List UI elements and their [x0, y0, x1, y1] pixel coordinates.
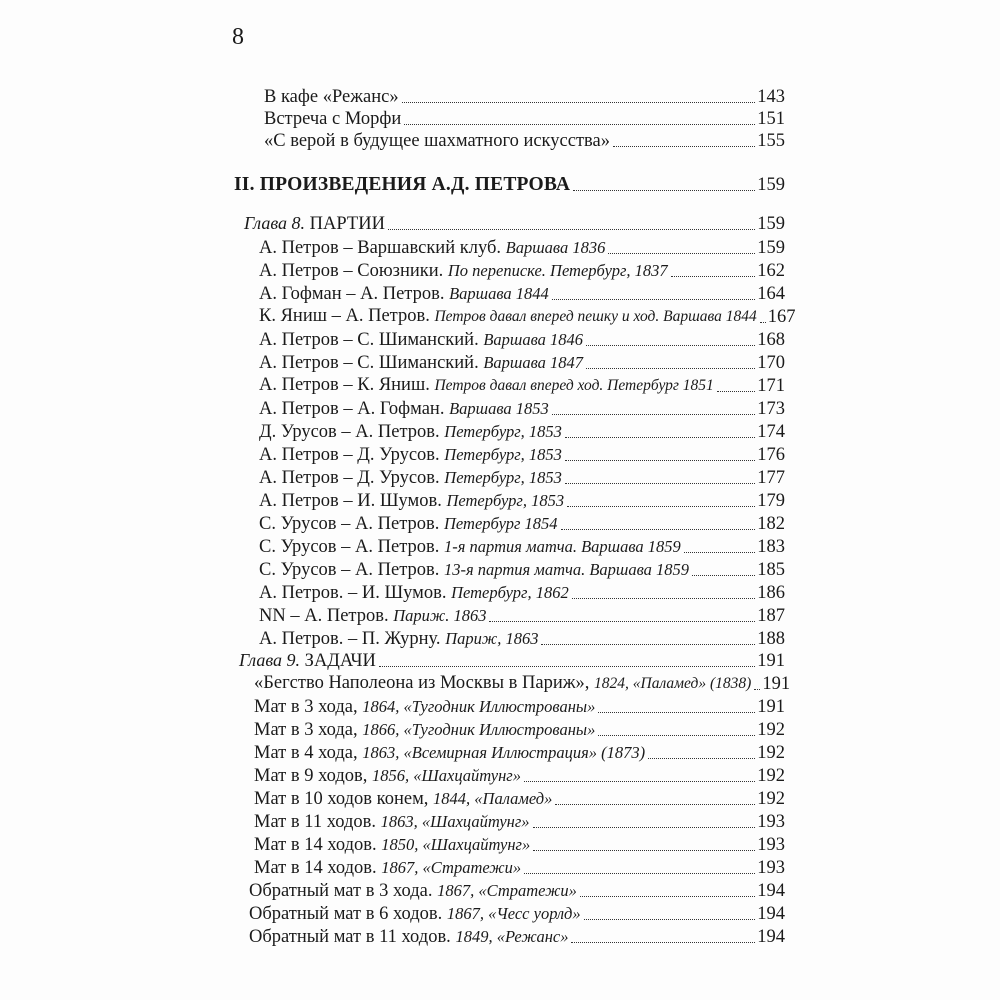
entry-title: А. Петров. – И. Шумов. Петербург, 1862	[259, 583, 569, 603]
entry-page: 191	[762, 674, 791, 694]
entry-title: А. Петров – Варшавский клуб. Варшава 1836	[259, 238, 606, 258]
toc-entry	[259, 465, 785, 489]
toc-entry	[259, 603, 785, 627]
dot-leader	[561, 529, 756, 530]
dot-leader	[388, 229, 755, 230]
entry-page: 192	[757, 789, 785, 809]
page-number: 8	[232, 24, 244, 50]
entry-title: II. ПРОИЗВЕДЕНИЯ А.Д. ПЕТРОВА	[234, 174, 571, 195]
toc-entry	[259, 235, 785, 259]
toc-entry	[249, 924, 785, 948]
entry-page: 167	[767, 307, 796, 327]
entry-title: А. Петров – С. Шиманский. Варшава 1847	[259, 353, 584, 373]
entry-title: Мат в 3 хода, 1864, «Тугодник Иллюстрованы»	[254, 697, 596, 717]
entry-page: 159	[757, 238, 785, 258]
toc-entry	[259, 557, 785, 581]
entry-title: А. Петров – Д. Урусов. Петербург, 1853	[259, 468, 562, 488]
entry-title: Мат в 3 хода, 1866, «Тугодник Иллюстрованы»	[254, 720, 596, 740]
entry-page: 186	[757, 583, 785, 603]
dot-leader	[402, 102, 756, 103]
dot-leader	[684, 552, 755, 553]
entry-title: А. Петров – К. Яниш. Петров давал вперед ход. Петербург 1851	[259, 375, 714, 395]
entry-page: 192	[757, 766, 785, 786]
dot-leader	[565, 437, 755, 438]
entry-title: А. Петров – Д. Урусов. Петербург, 1853	[259, 445, 562, 465]
toc-entry	[264, 84, 785, 108]
dot-leader	[580, 896, 755, 897]
entry-page: 194	[757, 904, 785, 924]
entry-page: 194	[757, 881, 785, 901]
toc-entry	[254, 832, 785, 856]
entry-title: Обратный мат в 11 ходов. 1849, «Режанс»	[249, 927, 569, 947]
toc-entry	[259, 304, 796, 328]
toc-entry	[264, 128, 785, 152]
dot-leader	[598, 712, 755, 713]
toc-chapter-heading	[239, 648, 785, 672]
entry-page: 187	[757, 606, 785, 626]
entry-title: Мат в 11 ходов. 1863, «Шахцайтунг»	[254, 812, 530, 832]
dot-leader	[608, 253, 755, 254]
toc-entry	[259, 419, 785, 443]
dot-leader	[584, 919, 756, 920]
toc-entry	[259, 534, 785, 558]
entry-title: А. Гофман – А. Петров. Варшава 1844	[259, 284, 549, 304]
toc-entry	[254, 671, 791, 695]
entry-page: 155	[757, 131, 785, 151]
dot-leader	[489, 621, 755, 622]
dot-leader	[524, 781, 755, 782]
dot-leader	[565, 483, 755, 484]
entry-title: А. Петров – И. Шумов. Петербург, 1853	[259, 491, 565, 511]
entry-page: 162	[757, 261, 785, 281]
toc-entry	[254, 763, 785, 787]
entry-page: 170	[757, 353, 785, 373]
entry-title: Мат в 10 ходов конем, 1844, «Паламед»	[254, 789, 553, 809]
entry-page: 143	[757, 87, 785, 107]
dot-leader	[541, 644, 755, 645]
entry-title: Глава 9. ЗАДАЧИ	[239, 650, 376, 671]
dot-leader	[586, 345, 755, 346]
entry-page: 177	[757, 468, 785, 488]
entry-title: А. Петров – А. Гофман. Варшава 1853	[259, 399, 549, 419]
toc-entry	[259, 350, 785, 374]
toc-entry	[259, 488, 785, 512]
entry-title: Встреча с Морфи	[264, 109, 402, 129]
dot-leader	[552, 414, 755, 415]
toc-entry	[259, 626, 785, 650]
toc-part-heading	[234, 172, 785, 196]
toc-entry	[249, 901, 785, 925]
dot-leader	[598, 735, 755, 736]
dot-leader	[613, 146, 755, 147]
toc-chapter-heading	[244, 211, 785, 235]
dot-leader	[586, 368, 755, 369]
entry-title: NN – А. Петров. Париж. 1863	[259, 606, 487, 626]
entry-title: С. Урусов – А. Петров. 13-я партия матча. Варшава 1859	[259, 560, 690, 580]
dot-leader	[533, 827, 756, 828]
entry-title: «Бегство Наполеона из Москвы в Париж», 1824, «Паламед» (1838)	[254, 673, 752, 693]
dot-leader	[572, 598, 756, 599]
entry-page: 168	[757, 330, 785, 350]
toc-entry	[249, 878, 785, 902]
entry-page: 182	[757, 514, 785, 534]
dot-leader	[671, 276, 756, 277]
toc-entry	[254, 694, 785, 718]
entry-page: 173	[757, 399, 785, 419]
dot-leader	[552, 299, 755, 300]
entry-page: 159	[757, 175, 785, 195]
entry-title: С. Урусов – А. Петров. 1-я партия матча. Варшава 1859	[259, 537, 681, 557]
toc-entry	[259, 580, 785, 604]
dot-leader	[760, 322, 766, 323]
dot-leader	[567, 506, 755, 507]
entry-page: 191	[757, 697, 785, 717]
entry-title: Мат в 14 ходов. 1867, «Стратежи»	[254, 858, 522, 878]
entry-title: А. Петров – Союзники. По переписке. Петербург, 1837	[259, 261, 668, 281]
entry-title: Мат в 4 хода, 1863, «Всемирная Иллюстрация» (1873)	[254, 743, 646, 763]
toc-entry	[259, 373, 785, 397]
dot-leader	[573, 190, 755, 191]
toc-entry	[259, 396, 785, 420]
entry-title: К. Яниш – А. Петров. Петров давал вперед пешку и ход. Варшава 1844	[259, 306, 757, 326]
entry-title: Обратный мат в 3 хода. 1867, «Стратежи»	[249, 881, 577, 901]
entry-title: «С верой в будущее шахматного искусства»	[264, 131, 610, 151]
entry-title: Д. Урусов – А. Петров. Петербург, 1853	[259, 422, 562, 442]
dot-leader	[555, 804, 755, 805]
entry-page: 151	[757, 109, 785, 129]
entry-title: А. Петров. – П. Журну. Париж, 1863	[259, 629, 539, 649]
entry-page: 183	[757, 537, 785, 557]
entry-page: 171	[757, 376, 785, 396]
dot-leader	[717, 391, 755, 392]
entry-page: 159	[757, 214, 785, 234]
toc-entry	[254, 786, 785, 810]
entry-page: 188	[757, 629, 785, 649]
entry-page: 185	[757, 560, 785, 580]
entry-title: С. Урусов – А. Петров. Петербург 1854	[259, 514, 558, 534]
entry-page: 176	[757, 445, 785, 465]
entry-title: Глава 8. ПАРТИИ	[244, 213, 385, 234]
dot-leader	[524, 873, 755, 874]
dot-leader	[754, 689, 760, 690]
toc-entry	[259, 281, 785, 305]
dot-leader	[565, 460, 755, 461]
entry-title: В кафе «Режанс»	[264, 87, 399, 107]
dot-leader	[692, 575, 755, 576]
entry-title: Мат в 9 ходов, 1856, «Шахцайтунг»	[254, 766, 521, 786]
entry-page: 192	[757, 743, 785, 763]
entry-page: 179	[757, 491, 785, 511]
dot-leader	[379, 666, 755, 667]
toc-entry	[254, 717, 785, 741]
toc-entry	[254, 740, 785, 764]
entry-title: А. Петров – С. Шиманский. Варшава 1846	[259, 330, 584, 350]
dot-leader	[571, 942, 755, 943]
entry-page: 191	[757, 651, 785, 671]
entry-page: 174	[757, 422, 785, 442]
toc-entry	[259, 327, 785, 351]
entry-page: 193	[757, 812, 785, 832]
toc-entry	[259, 442, 785, 466]
toc-entry	[259, 258, 785, 282]
dot-leader	[648, 758, 755, 759]
entry-page: 193	[757, 835, 785, 855]
entry-title: Мат в 14 ходов. 1850, «Шахцайтунг»	[254, 835, 531, 855]
dot-leader	[404, 124, 755, 125]
entry-page: 164	[757, 284, 785, 304]
entry-page: 192	[757, 720, 785, 740]
dot-leader	[533, 850, 755, 851]
entry-title: Обратный мат в 6 ходов. 1867, «Чесс уорлд»	[249, 904, 581, 924]
entry-page: 193	[757, 858, 785, 878]
toc-entry	[264, 106, 785, 130]
toc-entry	[259, 511, 785, 535]
toc-entry	[254, 809, 785, 833]
entry-page: 194	[757, 927, 785, 947]
toc-entry	[254, 855, 785, 879]
